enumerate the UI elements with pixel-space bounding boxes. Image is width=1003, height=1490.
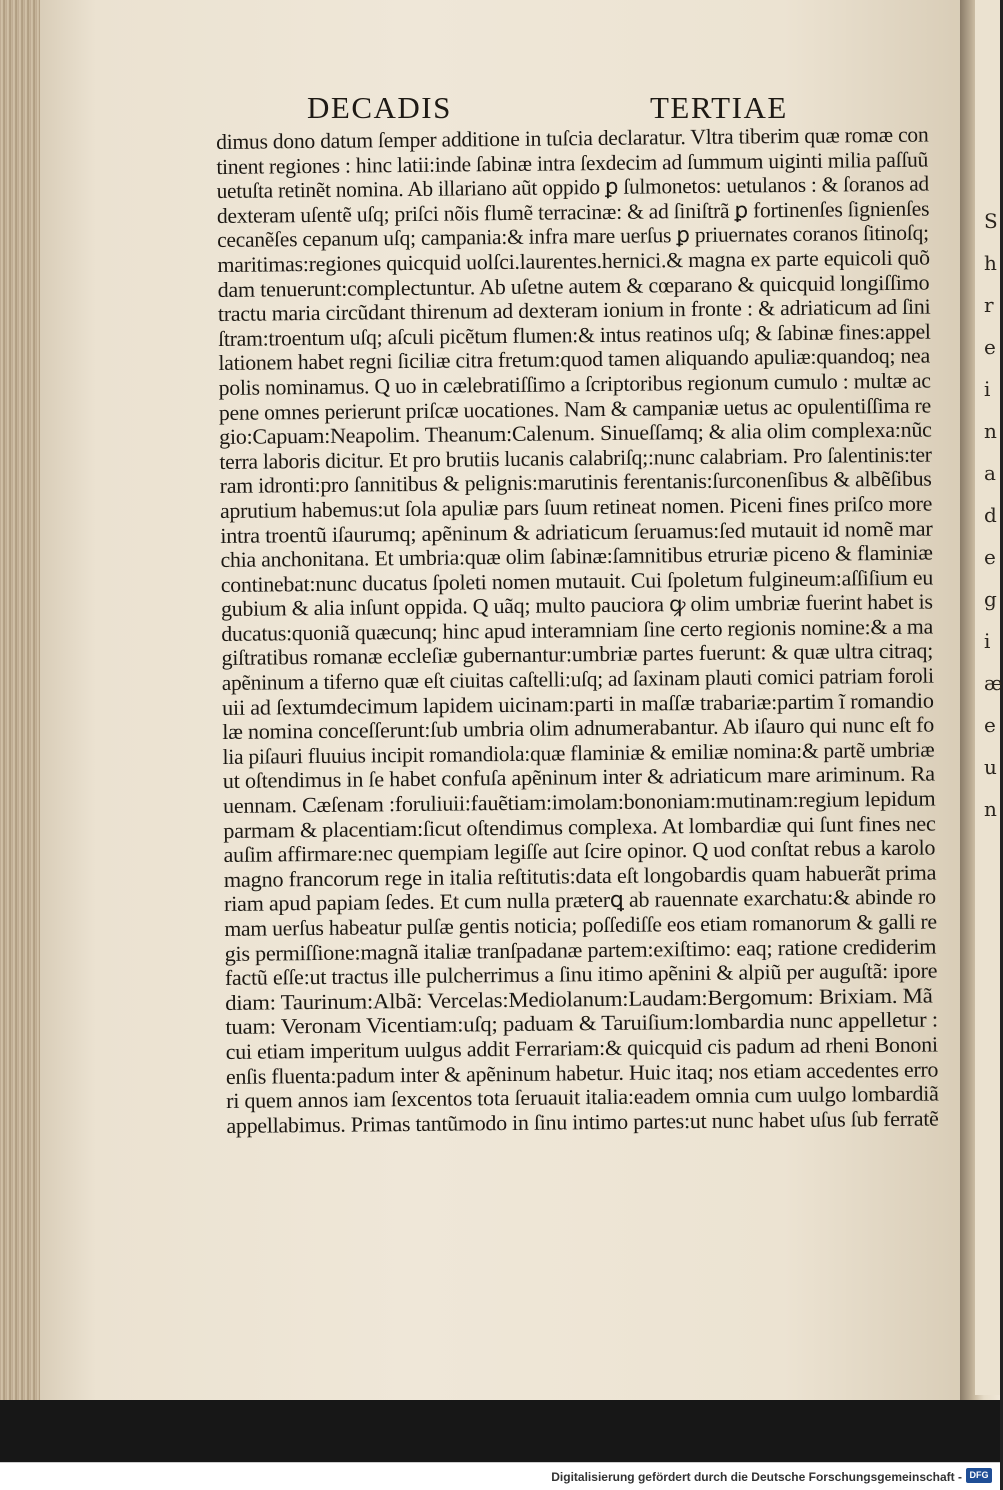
left-page-edges bbox=[0, 0, 44, 1400]
running-head-right: TERTIAE bbox=[650, 90, 788, 125]
facing-page-letter: u bbox=[984, 755, 997, 779]
text-line: factũ eſſe:ut tractus ille pulcherrimus a ſinu itimo apẽnini & alpiũ per auguſtã: ipore bbox=[224, 958, 938, 991]
text-line: cecanẽſes cepanum uſq; campania:& infra mare uerſus ꝑ priuernates coranos ſitinoſq; bbox=[217, 220, 929, 253]
text-line: auſim affirmare:nec quempiam legiſſe aut ſcire opinor. Q uod conſtat rebus a karolo bbox=[223, 835, 936, 868]
facing-page-letter: æ bbox=[984, 671, 1003, 695]
text-line: continebat:nunc ducatus ſpoleti nomen mutauit. Cui ſpoletum fulgineum:aſſiſium eu bbox=[220, 565, 934, 597]
text-line: gis permiſſione:magnã italiæ tranſpadanæ partem:exiſtimo: eaq; ratione crediderim bbox=[224, 934, 937, 966]
text-line: uii ad ſextumdecimum lapidem uicinam:parti in maſſæ trabariæ:partim ĩ romandio bbox=[221, 688, 934, 720]
text-line: mam uerſus habeatur pulſæ gentis noticia; poſſediſſe eos etiam romanorum & galli re bbox=[224, 909, 937, 941]
text-line: magno francorum rege in italia reſtitutis:data eſt longobardis quam habuerãt prima bbox=[223, 860, 937, 892]
text-line: læ nomina conceſſerunt:ſub umbria olim adnumerabantur. Ab iſauro qui nunc eſt fo bbox=[222, 712, 935, 745]
facing-page-letter: i bbox=[984, 377, 991, 401]
text-line: apẽninum a tiferno quæ eſt ciuitas caſtelli:uſq; ad ſaxinam plauti comici patriam foroli bbox=[221, 663, 934, 696]
text-line: tinent regiones : hinc latii:inde ſabinæ intra ſexdecim ad ſummum uiginti milia paſſuũ bbox=[216, 147, 929, 179]
text-line: terra laboris dicitur. Et pro brutiis lucanis calabriſq;:nunc calabriam. Pro ſalentinis:ter bbox=[219, 442, 932, 474]
text-line: parmam & placentiam:ſicut oſtendimus complexa. At lombardiæ qui ſunt fines nec bbox=[223, 811, 936, 843]
scan-background bbox=[0, 1400, 1000, 1462]
facing-page-letter: d bbox=[984, 503, 997, 527]
text-line: uetuſta retinẽt nomina. Ab illariano aũt oppido ꝑ ſulmonetos: uetulanos : & ſoranos ad bbox=[216, 171, 929, 204]
text-line: ſtram:troentum uſq; aſculi picẽtum flumen:& intus reatinos uſq; & ſabinæ fines:appel bbox=[218, 319, 931, 351]
text-line: cui etiam imperitum uulgus addit Ferrariam:& quicquid cis padum ad rheni Bononi bbox=[225, 1032, 938, 1064]
text-line: ri quem annos iam ſexcentos tota ſeruauit italia:eadem omnia cum uulgo lombardiã bbox=[226, 1081, 939, 1114]
text-line: uennam. Cæſenam :foruliuii:fauẽtiam:imolam:bononiam:mutinam:regium lepidum bbox=[222, 786, 936, 818]
text-line: lia piſauri fluuius incipit romandiola:quæ flaminiæ & emiliæ nomina:& partẽ umbriæ bbox=[222, 737, 935, 769]
text-line: appellabimus. Primas tantũmodo in ſinu intimo partes:ut nunc habet uſus ſub ferratẽ bbox=[226, 1106, 939, 1138]
text-line: tuam: Veronam Vicentiam:uſq; paduam & Taruiſium:lombardia nunc appelletur : bbox=[225, 1007, 938, 1040]
facing-page-letter: i bbox=[984, 629, 991, 653]
text-line: tractu maria circũdant thirenum ad dexteram ionium in fronte : & adriaticum ad ſini bbox=[217, 294, 931, 327]
footer-credit: Digitalisierung gefördert durch die Deutsche Forschungsgemeinschaft - bbox=[551, 1470, 962, 1484]
text-line: ut oſtendimus in ſe habet confuſa apẽninum inter & adriaticum mare ariminum. Ra bbox=[222, 761, 935, 794]
facing-page-letter: n bbox=[984, 797, 997, 821]
facing-page-letter: n bbox=[984, 419, 997, 443]
facing-page-letter: e bbox=[984, 713, 996, 737]
facing-page-letter: e bbox=[984, 335, 996, 359]
facing-page-letter: e bbox=[984, 545, 996, 569]
facing-page-letter: S bbox=[984, 209, 998, 233]
body-text bbox=[216, 122, 947, 1138]
facing-page-letter: g bbox=[984, 587, 997, 611]
facing-page-letters bbox=[984, 200, 1003, 830]
facing-page-letter: h bbox=[984, 251, 997, 275]
text-line: lationem habet regni ſiciliæ citra fretum:quod tamen aliquando apuliæ:quandoq; nea bbox=[218, 343, 931, 376]
text-line: chia anchonitana. Et umbria:quæ olim ſabinæ:ſamnitibus etruriæ piceno & flaminiæ bbox=[220, 540, 933, 573]
text-line: giſtratibus romanæ eccleſiæ gubernantur:umbriæ partes fuerunt: & quæ ultra citraq; bbox=[221, 638, 934, 671]
footer-bar bbox=[0, 1462, 1000, 1490]
text-line: diam: Taurinum:Albã: Vercelas:Mediolanum:Laudam:Bergomum: Brixiam. Mã bbox=[225, 983, 933, 1015]
text-line: intra troentũ iſaurumq; apẽninum & adriaticum ſeruamus:ſed mutauit id nomẽ mar bbox=[220, 516, 933, 548]
facing-page-letter: a bbox=[984, 461, 996, 485]
facing-page-letter: r bbox=[984, 293, 994, 317]
text-line: dexteram uſentẽ uſq; priſci nõis flumẽ terracinæ: & ad ſiniſtrã ꝑ fortinenſes ſignienſes bbox=[216, 196, 930, 228]
running-head-left: DECADIS bbox=[307, 90, 452, 125]
text-line: gio:Capuam:Neapolim. Theanum:Calenum. Sinueſſamq; & alia olim complexa:nũc bbox=[219, 417, 932, 450]
text-line: aprutium habemus:ut ſola apuliæ pars ſuum retineat nomen. Piceni fines priſco more bbox=[219, 491, 933, 523]
text-line: gubium & alia inſunt oppida. Q uãq; multo pauciora ꝙ olim umbriæ fuerint habet is bbox=[220, 589, 933, 622]
text-line: maritimas:regiones quicquid uolſci.laurentes.hernici.& magna ex parte equicoli quõ bbox=[217, 245, 930, 277]
text-line: dimus dono datum ſemper additione in tuſcia declaratur. Vltra tiberim quæ romæ con bbox=[216, 122, 929, 154]
text-line: polis nominamus. Q uo in cælebratiſſimo a ſcriptoribus regionum cumulo : multæ ac bbox=[218, 368, 931, 400]
text-line: dam tenuerunt:complectuntur. Ab uſetne autem & cœparano & quicquid longiſſimo bbox=[217, 270, 930, 302]
dfg-logo-icon: DFG bbox=[966, 1468, 992, 1483]
text-line: riam apud papiam ſedes. Et cum nulla præterꝗ ab rauennate exarchatu:& abinde ro bbox=[223, 884, 936, 917]
text-line: ram idronti:pro ſannitibus & pelignis:marutinis ferentanis:ſurconenſibus & albẽſibus bbox=[219, 466, 932, 499]
text-line: ducatus:quoniã quæcunq; hinc apud interamniam ſine certo regionis nomine:& a ma bbox=[221, 614, 934, 646]
text-line: pene omnes perierunt priſcæ uocationes. Nam & campaniæ uetus ac opulentiſſima re bbox=[218, 393, 932, 425]
text-line: enſis fluenta:padum inter & apẽninum habetur. Huic itaq; nos etiam accedentes erro bbox=[225, 1057, 939, 1089]
